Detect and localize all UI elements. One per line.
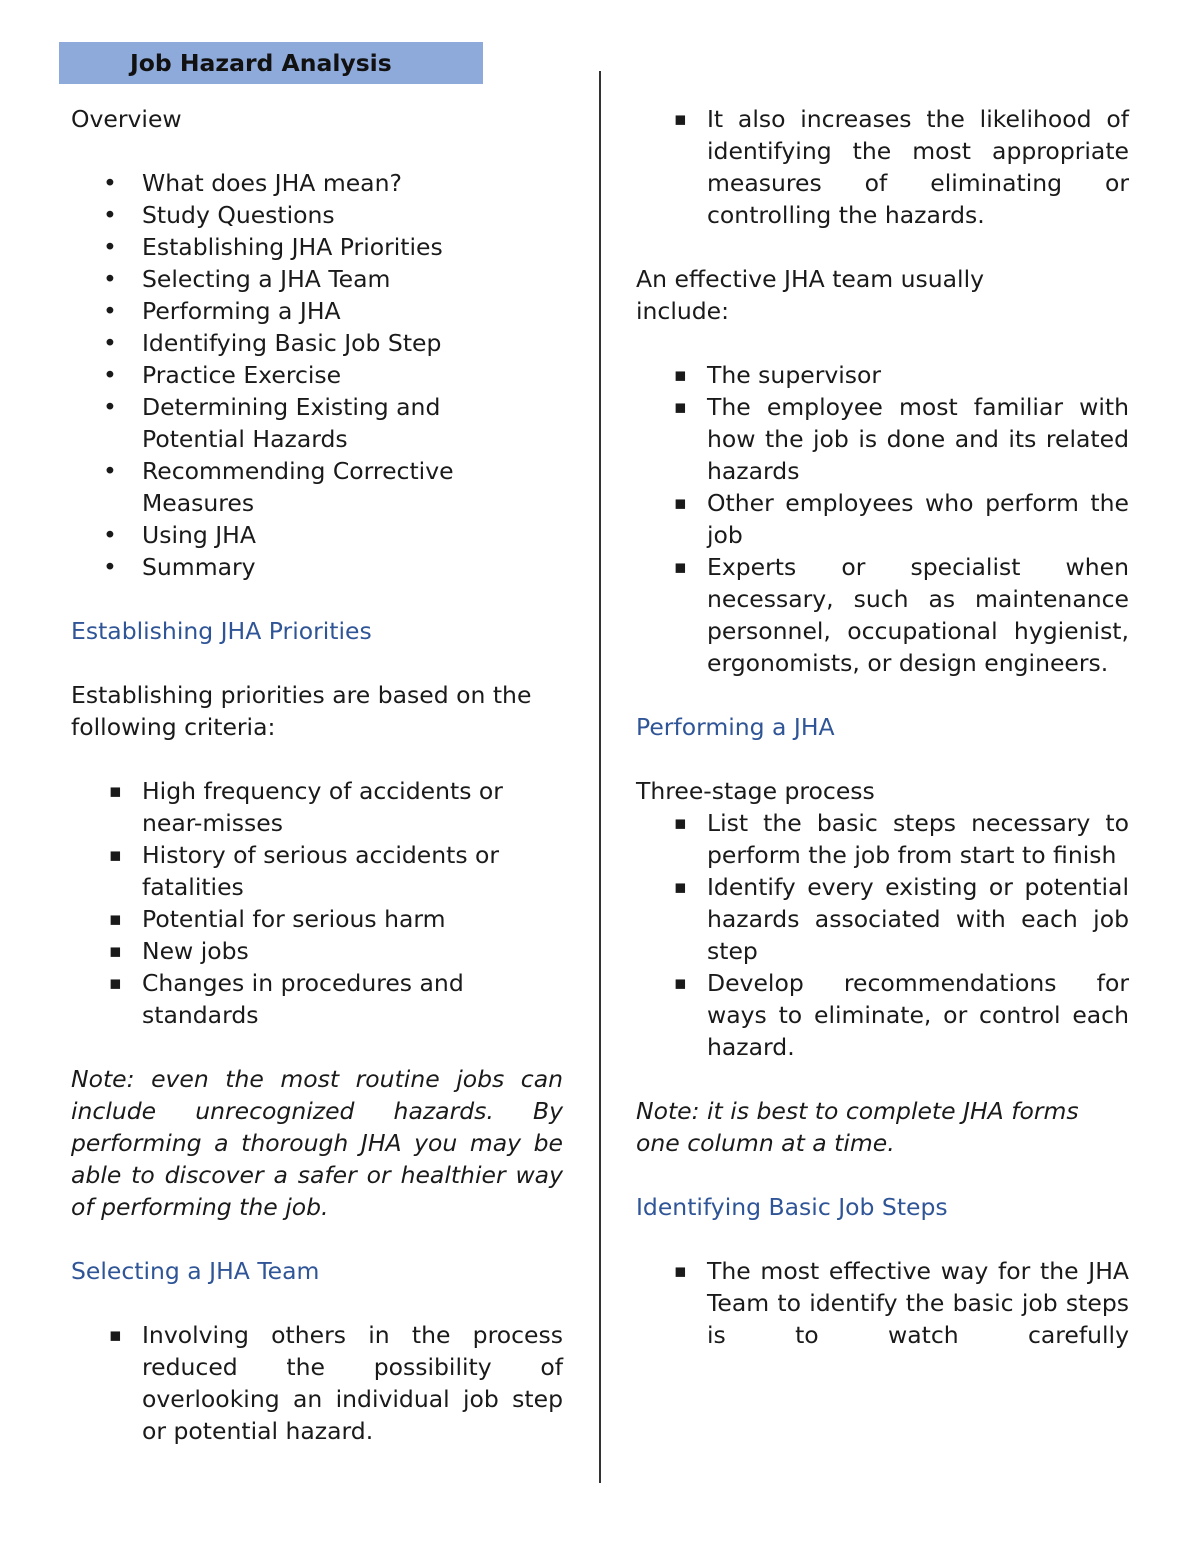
overview-item: • Identifying Basic Job Step: [71, 327, 563, 359]
priorities-intro: Establishing priorities are based on the following criteria:: [71, 681, 532, 741]
overview-item: • Study Questions: [71, 199, 563, 231]
performing-heading: Performing a JHA: [636, 713, 835, 741]
team-list: [71, 1319, 563, 1447]
priority-item: ▪ New jobs: [71, 935, 563, 967]
note-jha-forms: Note: it is best to complete JHA forms one column at a time.: [636, 1097, 1079, 1157]
overview-item: • Determining Existing and Potential Hazards: [71, 391, 502, 455]
overview-item: • Summary: [71, 551, 563, 583]
performing-item: ▪ Develop recommendations for ways to eliminate, or control each hazard.: [636, 967, 1129, 1063]
priority-item: ▪ History of serious accidents or fatalities: [71, 839, 563, 903]
priorities-heading: Establishing JHA Priorities: [71, 617, 372, 645]
team-heading: Selecting a JHA Team: [71, 1257, 320, 1285]
priority-item: ▪ High frequency of accidents or near-misses: [71, 775, 563, 839]
performing-item: ▪ Identify every existing or potential hazards associated with each job step: [636, 871, 1129, 967]
priorities-list: [71, 775, 563, 1031]
steps-heading: Identifying Basic Job Steps: [636, 1193, 948, 1221]
overview-item: • Using JHA: [71, 519, 563, 551]
steps-list: [636, 1255, 1129, 1351]
overview-item: • Recommending Corrective Measures: [71, 455, 522, 519]
priority-item: ▪ Potential for serious harm: [71, 903, 563, 935]
overview-item: • Selecting a JHA Team: [71, 263, 563, 295]
left-column: [71, 103, 563, 1447]
right-column: [636, 103, 1129, 1351]
team-member-item: ▪ The employee most familiar with how the job is done and its related hazards: [636, 391, 1129, 487]
overview-item: • Performing a JHA: [71, 295, 563, 327]
team-item: ▪ It also increases the likelihood of identifying the most appropriate measures of eliminating or controlling the hazards.: [636, 103, 1129, 231]
team-list-continued: [636, 103, 1129, 231]
overview-item: • What does JHA mean?: [71, 167, 563, 199]
overview-item: • Establishing JHA Priorities: [71, 231, 563, 263]
steps-item: ▪ The most effective way for the JHA Team to identify the basic job steps is to watch carefully: [636, 1255, 1129, 1351]
team-intro: An effective JHA team usually include:: [636, 265, 985, 325]
team-member-item: ▪ The supervisor: [636, 359, 1129, 391]
team-item: ▪ Involving others in the process reduced the possibility of overlooking an individual job step or potential hazard.: [71, 1319, 563, 1447]
overview-label: Overview: [71, 105, 182, 133]
column-divider: [599, 71, 601, 1483]
team-member-item: ▪ Experts or specialist when necessary, such as maintenance personnel, occupational hygienist, ergonomists, or design engineers.: [636, 551, 1129, 679]
overview-list: [71, 167, 563, 583]
overview-item: • Practice Exercise: [71, 359, 563, 391]
performing-list: [636, 807, 1129, 1063]
team-member-item: ▪ Other employees who perform the job: [636, 487, 1129, 551]
document-title: Job Hazard Analysis: [59, 42, 483, 84]
priority-item: ▪ Changes in procedures and standards: [71, 967, 532, 1031]
performing-item: ▪ List the basic steps necessary to perform the job from start to finish: [636, 807, 1129, 871]
performing-intro: Three-stage process: [636, 777, 875, 805]
note-routine-jobs: Note: even the most routine jobs can include unrecognized hazards. By performing a thorough JHA you may be able to discover a safer or healthier way of performing the job.: [71, 1065, 563, 1221]
team-members-list: [636, 359, 1129, 679]
